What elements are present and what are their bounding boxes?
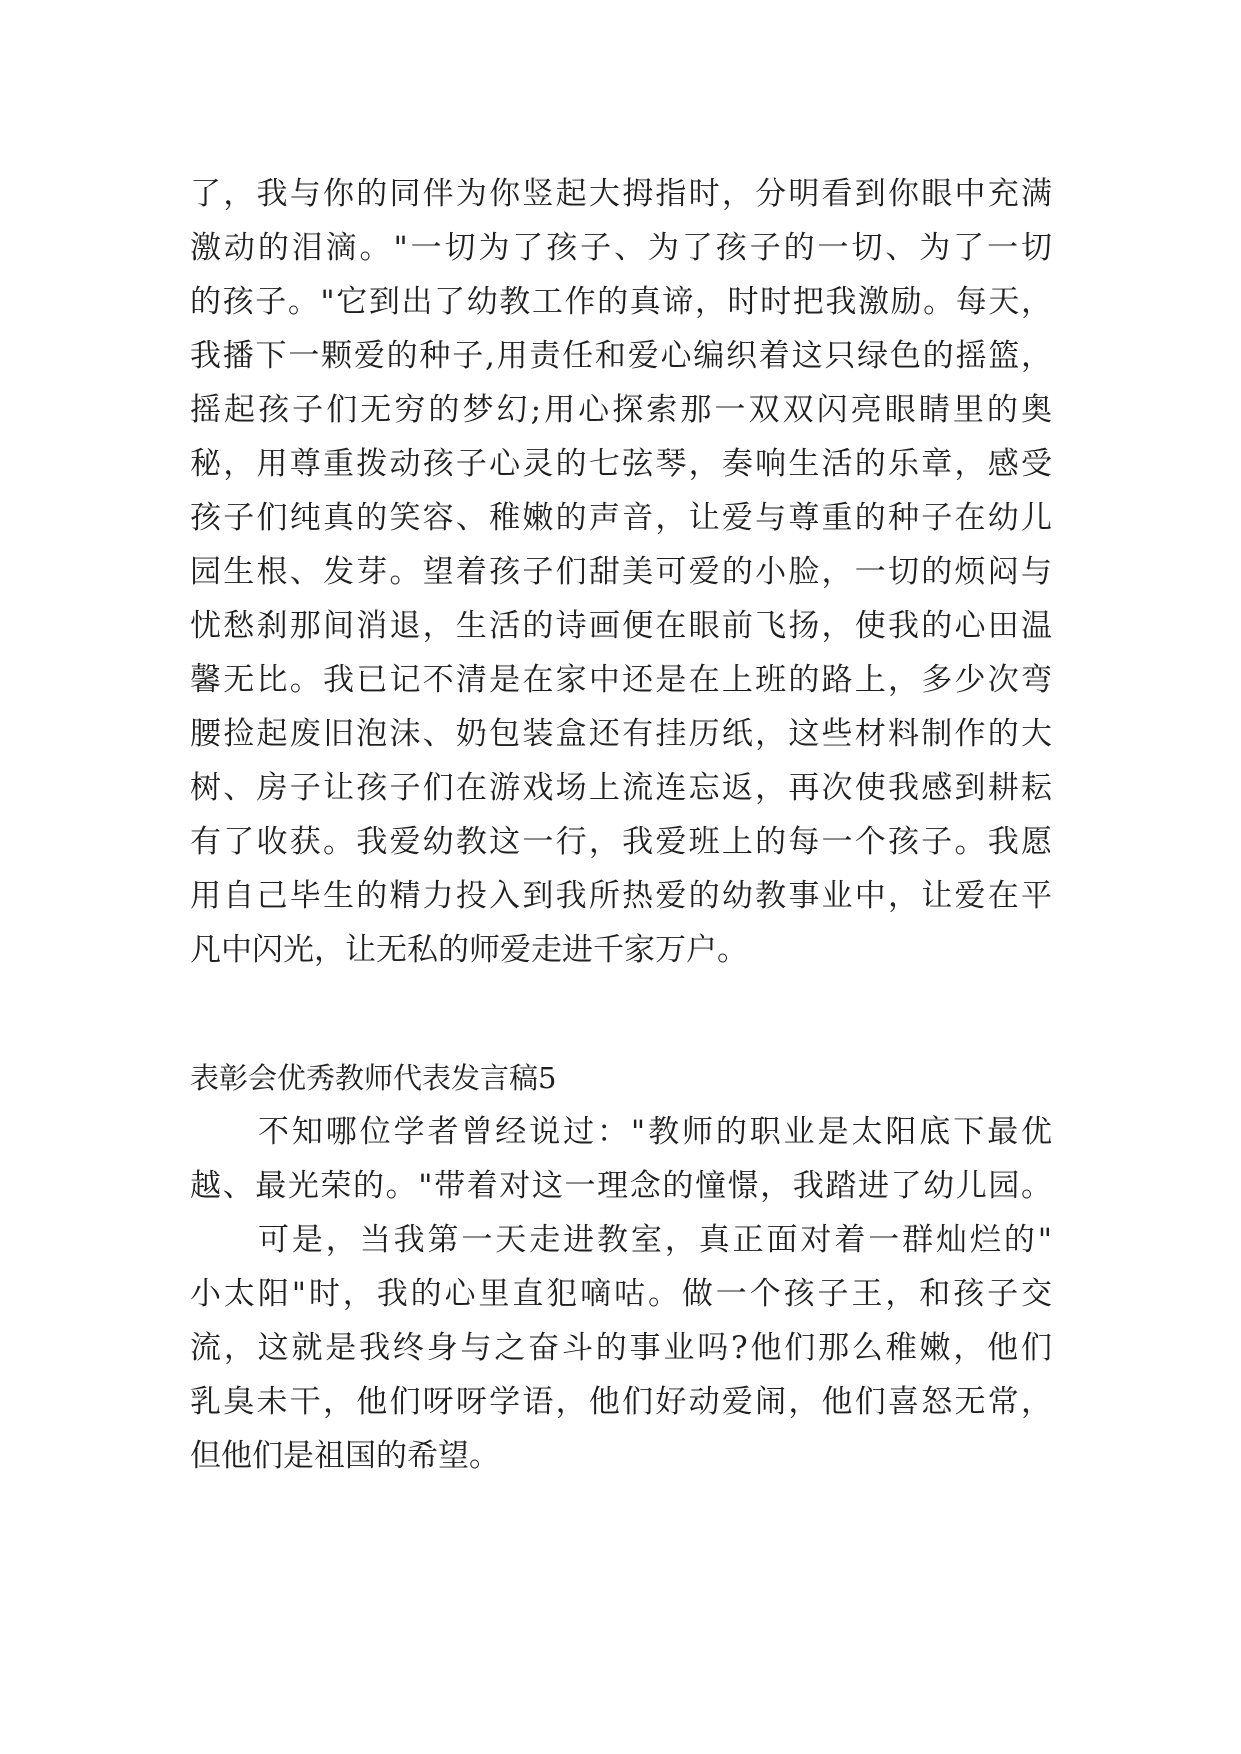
paragraph-line: 凡中闪光，让无私的师爱走进千家万户。 xyxy=(190,932,748,968)
paragraph-line: 流，这就是我终身与之奋斗的事业吗?他们那么稚嫩，他们 xyxy=(190,1330,1052,1366)
paragraph-line: 越、最光荣的。"带着对这一理念的憧憬，我踏进了幼儿园。 xyxy=(190,1168,1052,1204)
paragraph-line: 小太阳"时，我的心里直犯嘀咕。做一个孩子王，和孩子交 xyxy=(190,1276,1052,1312)
section-heading: 表彰会优秀教师代表发言稿5 xyxy=(190,1061,557,1095)
paragraph-line: 摇起孩子们无穷的梦幻;用心探索那一双双闪亮眼睛里的奥 xyxy=(190,392,1052,428)
paragraph-line: 园生根、发芽。望着孩子们甜美可爱的小脸，一切的烦闷与 xyxy=(190,554,1052,590)
paragraph-line: 但他们是祖国的希望。 xyxy=(190,1438,500,1474)
paragraph-line: 馨无比。我已记不清是在家中还是在上班的路上，多少次弯 xyxy=(190,662,1052,698)
paragraph-line: 树、房子让孩子们在游戏场上流连忘返，再次使我感到耕耘 xyxy=(190,770,1052,806)
paragraph-line: 秘，用尊重拨动孩子心灵的七弦琴，奏响生活的乐章，感受 xyxy=(190,446,1052,482)
paragraph-line: 乳臭未干，他们呀呀学语，他们好动爱闹，他们喜怒无常， xyxy=(190,1384,1052,1420)
paragraph-line: 腰捡起废旧泡沫、奶包装盒还有挂历纸，这些材料制作的大 xyxy=(190,716,1052,752)
paragraph-line: 我播下一颗爱的种子,用责任和爱心编织着这只绿色的摇篮， xyxy=(190,338,1052,374)
paragraph-line: 用自己毕生的精力投入到我所热爱的幼教事业中，让爱在平 xyxy=(190,878,1052,914)
paragraph-line: 孩子们纯真的笑容、稚嫩的声音，让爱与尊重的种子在幼儿 xyxy=(190,500,1052,536)
paragraph-line: 的孩子。"它到出了幼教工作的真谛，时时把我激励。每天， xyxy=(190,284,1052,320)
paragraph-line: 有了收获。我爱幼教这一行，我爱班上的每一个孩子。我愿 xyxy=(190,824,1052,860)
paragraph-line: 忧愁刹那间消退，生活的诗画便在眼前飞扬，使我的心田温 xyxy=(190,608,1052,644)
paragraph-line: 可是，当我第一天走进教室，真正面对着一群灿烂的" xyxy=(258,1222,1052,1258)
paragraph-line: 不知哪位学者曾经说过："教师的职业是太阳底下最优 xyxy=(258,1114,1052,1150)
paragraph-line: 激动的泪滴。"一切为了孩子、为了孩子的一切、为了一切 xyxy=(190,230,1052,266)
paragraph-line: 了，我与你的同伴为你竖起大拇指时，分明看到你眼中充满 xyxy=(190,176,1052,212)
